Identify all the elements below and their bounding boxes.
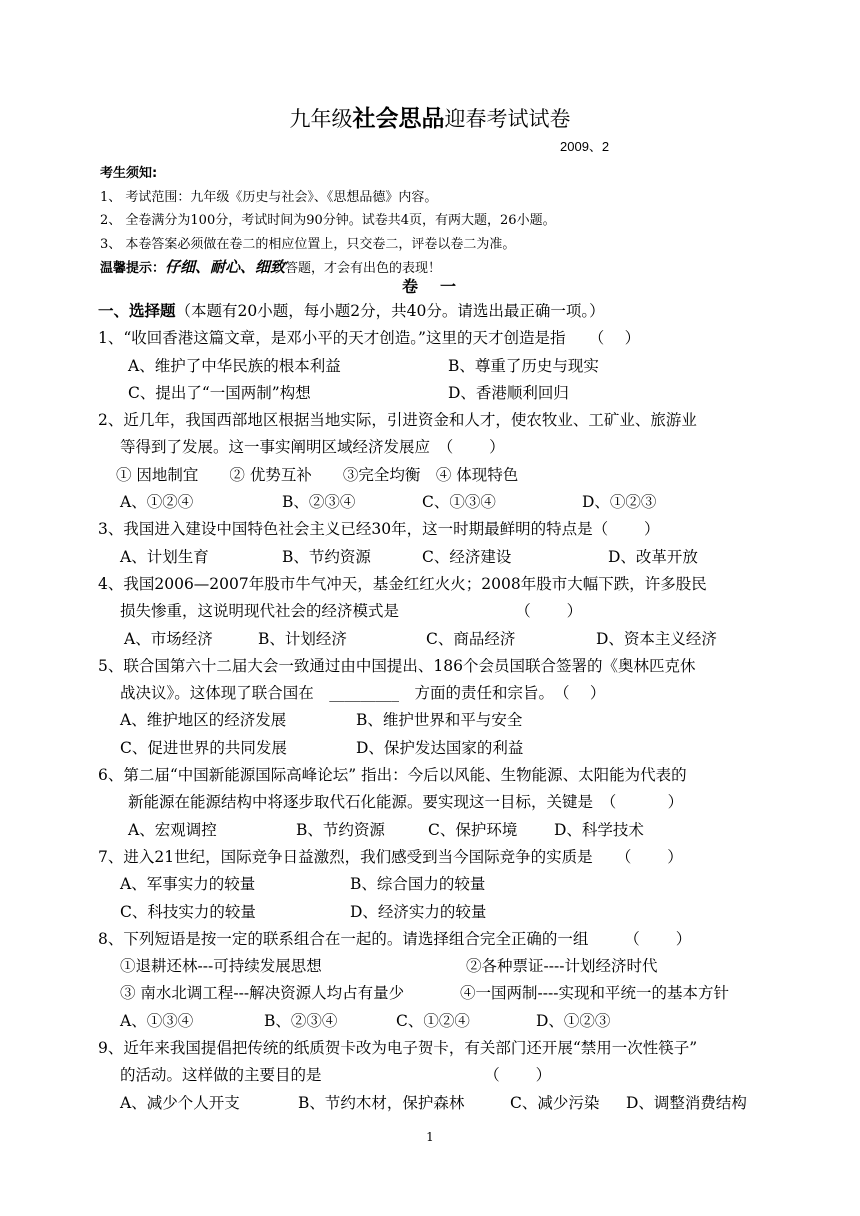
option-row [98,489,778,516]
question-stem: 8、下列短语是按一定的联系组合在一起的。请选择组合完全正确的一组 （ ） [98,929,692,948]
option-a: A、宏观调控 [128,820,217,839]
tip-rest: 答题，才会有出色的表现！ [285,261,442,276]
page-title [0,100,860,133]
option-d: D、资本主义经济 [596,629,717,648]
option-row [98,626,778,653]
option-c: C、提出了“一国两制”构想 [128,383,311,402]
option-c: C、商品经济 [426,629,516,648]
option-d: D、改革开放 [608,547,698,566]
item-2: ②各种票证----计划经济时代 [466,957,658,976]
option-row [98,1090,778,1117]
page-number: 1 [426,1130,434,1144]
option-d: D、调整消费结构 [626,1093,747,1112]
option-a: A、维护地区的经济发展 [120,711,287,730]
section-note: （本题有20小题，每小题2分，共40分。请选出最正确一项。） [175,302,605,320]
question-stem: 7、进入21世纪，国际竞争日益激烈，我们感受到当今国际竞争的实质是 （ ） [98,847,683,866]
option-row [98,817,778,844]
option-b: B、维护世界和平与安全 [356,711,523,730]
item-1: ①退耕还林---可持续发展思想 [120,957,322,976]
option-c: C、促进世界的共同发展 [120,738,287,757]
option-b: B、②③④ [282,493,356,512]
option-row [98,707,778,734]
option-a: A、军事实力的较量 [120,875,256,894]
option-c: C、经济建设 [422,547,512,566]
option-d: D、经济实力的较量 [350,902,487,921]
option-a: A、市场经济 [124,629,213,648]
option-b: B、②③④ [264,1011,338,1030]
question-items: ① 因地制宜 ② 优势互补 ③完全均衡 ④ 体现特色 [116,465,519,484]
question-stem: 1、“收回香港这篇文章，是邓小平的天才创造。”这里的天才创造是指 （ ） [98,329,641,348]
question-stem-cont: 的活动。这样做的主要目的是 （ ） [120,1066,552,1085]
option-d: D、①②③ [582,493,657,512]
option-a: A、计划生育 [120,547,209,566]
option-c: C、①②④ [396,1011,470,1030]
option-c: C、科技实力的较量 [120,902,256,921]
option-c: C、减少污染 [510,1093,600,1112]
volume-heading: 卷一 [401,277,478,296]
question-stem-cont: 等得到了发展。这一事实阐明区域经济发展应 （ ） [120,438,505,457]
question-stem-cont: 新能源在能源结构中将逐步取代石化能源。要实现这一目标，关键是 （ ） [128,793,684,812]
notice-item: 3、 本卷答案必须做在卷二的相应位置上，只交卷二，评卷以卷二为准。 [100,236,516,252]
section-label: 一、选择题 [98,302,176,320]
tip-emphasis: 仔细、耐心、细致 [165,258,286,276]
title-suffix: 迎春考试试卷 [444,107,571,131]
question-section [98,298,778,1117]
item-3: ③ 南水北调工程---解决资源人均占有量少 [120,984,405,1003]
question-stem: 9、近年来我国提倡把传统的纸质贺卡改为电子贺卡，有关部门还开展“禁用一次性筷子” [98,1039,698,1058]
exam-date: 2009、2 [560,139,610,154]
option-b: B、计划经济 [258,629,347,648]
question-stem: 4、我国2006—2007年股市牛气冲天，基金红红火火；2008年股市大幅下跌，许多股民 [98,574,707,593]
tip-label: 温馨提示： [100,261,166,276]
option-b: B、节约资源 [282,547,371,566]
option-a: A、维护了中华民族的根本利益 [128,356,341,375]
option-b: B、综合国力的较量 [350,875,486,894]
option-b: B、节约木材，保护森林 [298,1093,465,1112]
question-items [98,953,778,980]
option-b: B、节约资源 [296,820,385,839]
option-row [98,871,778,898]
option-row [98,1008,778,1035]
question-stem-cont: 损失惨重，这说明现代社会的经济模式是 （ ） [120,602,583,621]
candidate-notice [100,162,556,281]
option-row [98,735,778,762]
option-row [98,544,778,571]
option-c: C、保护环境 [428,820,518,839]
item-4: ④一国两制----实现和平统一的基本方针 [460,984,729,1003]
notice-item: 1、 考试范围：九年级《历史与社会》、《思想品德》内容。 [100,189,438,205]
option-d: D、①②③ [536,1011,611,1030]
option-d: D、保护发达国家的利益 [356,738,524,757]
question-stem-cont: 战决议》。这体现了联合国在 _________ 方面的责任和宗旨。 （ ） [120,684,606,703]
option-row [98,353,778,380]
notice-item: 2、 全卷满分为100分，考试时间为90分钟。试卷共4页，有两大题，26小题。 [100,213,556,228]
title-prefix: 九年级 [289,107,353,131]
question-stem: 3、我国进入建设中国特色社会主义已经30年，这一时期最鲜明的特点是（ ） [98,520,660,539]
option-d: D、科学技术 [554,820,644,839]
question-stem: 5、联合国第六十二届大会一致通过由中国提出、186个会员国联合签署的《奥林匹克休 [98,656,696,675]
section-heading [98,298,778,325]
option-b: B、尊重了历史与现实 [448,356,599,375]
question-stem: 2、近几年，我国西部地区根据当地实际，引进资金和人才，使农牧业、工矿业、旅游业 [98,411,697,430]
option-a: A、①③④ [120,1011,194,1030]
option-a: A、减少个人开支 [120,1093,240,1112]
option-row [98,380,778,407]
question-stem: 6、第二届“中国新能源国际高峰论坛” 指出：今后以风能、生物能源、太阳能为代表的 [98,766,687,785]
option-a: A、①②④ [120,493,194,512]
title-subject: 社会思品 [352,106,445,132]
option-d: D、香港顺利回归 [448,383,569,402]
option-c: C、①③④ [422,493,496,512]
option-row [98,899,778,926]
notice-heading: 考生须知: [100,166,158,181]
question-items [98,980,778,1007]
